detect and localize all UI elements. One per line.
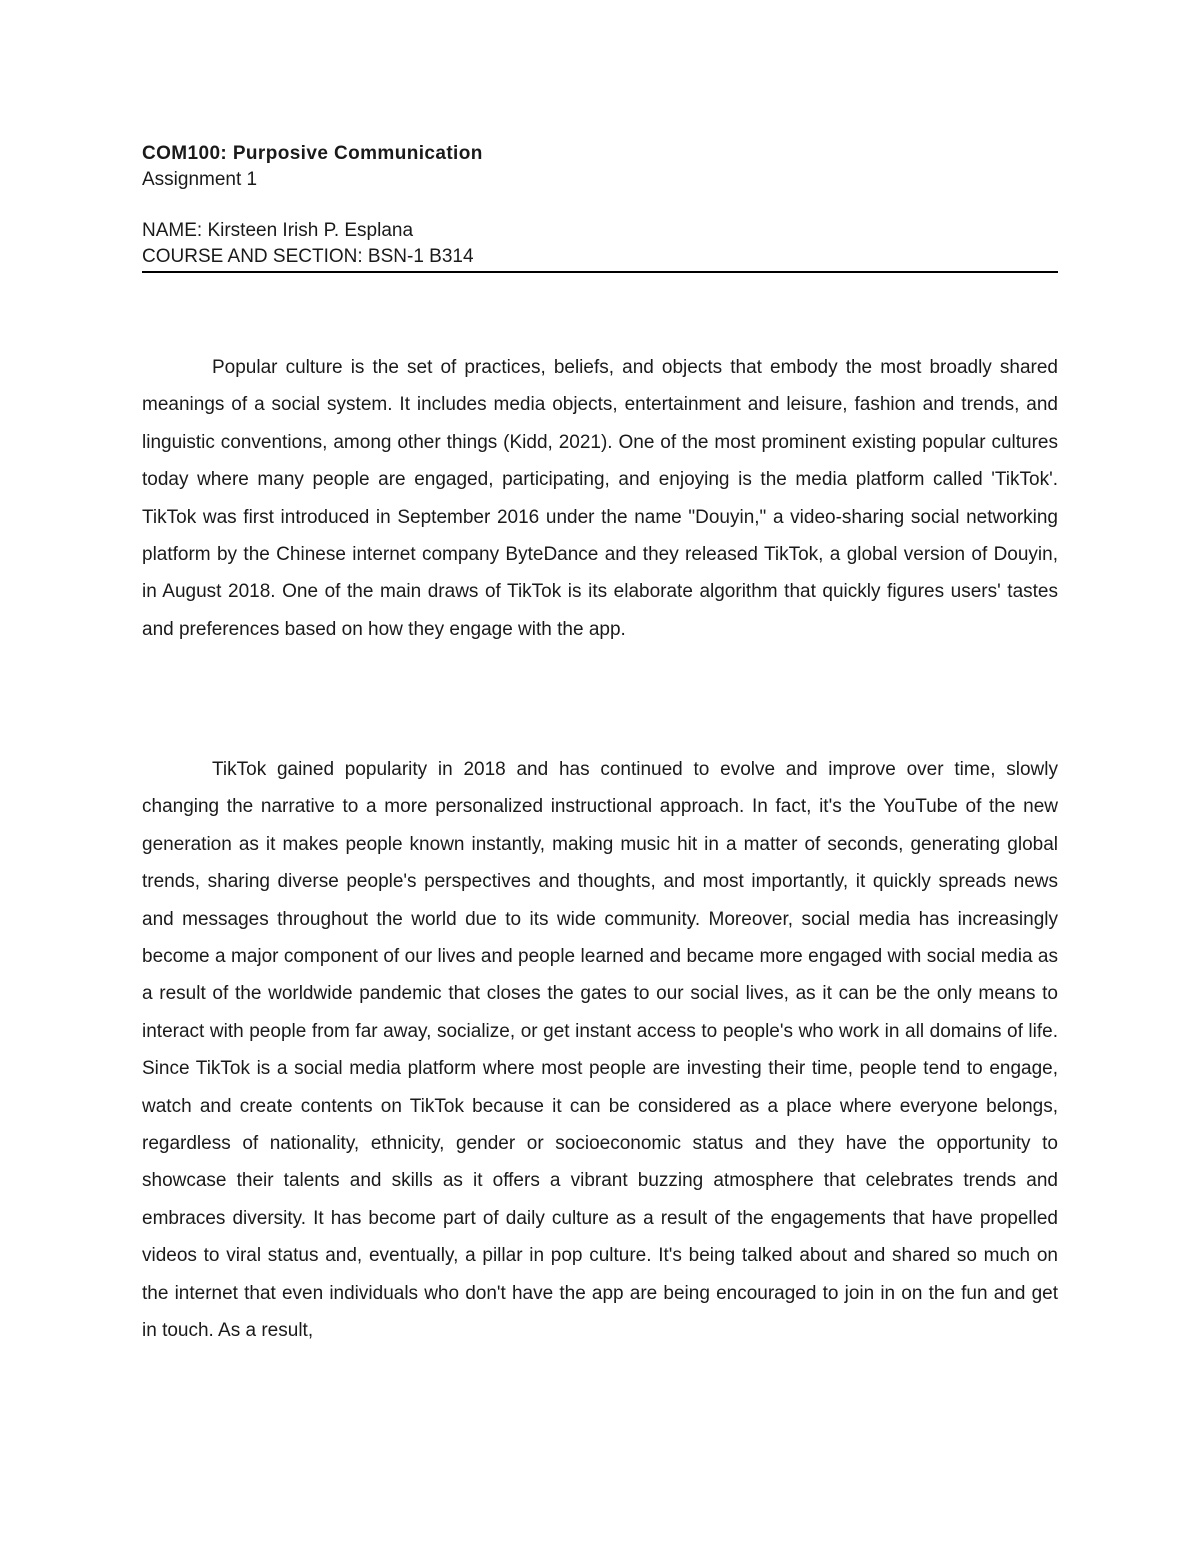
- course-section: COURSE AND SECTION: BSN-1 B314: [142, 244, 1058, 273]
- assignment-label: Assignment 1: [142, 169, 258, 190]
- body-paragraph-2: TikTok gained popularity in 2018 and has continued to evolve and improve over time, slowly changing the narrative to a more personalized instructional approach. In fact, it's the YouTube of the new generation as it makes people known instantly, making music hit in a matter of seconds, generating global trends, sharing diverse people's perspectives and thoughts, and most importantly, it quickly spreads news and messages throughout the world due to its wide community. Moreover, social media has increasingly become a major component of our lives and people learned and became more engaged with social media as a result of the worldwide pandemic that closes the gates to our social lives, as it can be the only means to interact with people from far away, socialize, or get instant access to people's who work in all domains of life. Since TikTok is a social media platform where most people are investing their time, people tend to engage, watch and create contents on TikTok because it can be considered as a place where everyone belongs, regardless of nationality, ethnicity, gender or socioeconomic status and they have the opportunity to showcase their talents and skills as it offers a vibrant buzzing atmosphere that celebrates trends and embraces diversity. It has become part of daily culture as a result of the engagements that have propelled videos to viral status and, eventually, a pillar in pop culture. It's being talked about and shared so much on the internet that even individuals who don't have the app are being encouraged to join in on the fun and get in touch. As a result,: [142, 759, 1058, 1342]
- document-header: [142, 141, 1058, 273]
- student-name: NAME: Kirsteen Irish P. Esplana: [142, 220, 414, 241]
- body-paragraph-1: Popular culture is the set of practices, beliefs, and objects that embody the most broadly shared meanings of a social system. It includes media objects, entertainment and leisure, fashion and trends, and linguistic conventions, among other things (Kidd, 2021). One of the most prominent existing popular cultures today where many people are engaged, participating, and enjoying is the media platform called 'TikTok'. TikTok was first introduced in September 2016 under the name "Douyin," a video-sharing social networking platform by the Chinese internet company ByteDance and they released TikTok, a global version of Douyin, in August 2018. One of the main draws of TikTok is its elaborate algorithm that quickly figures users' tastes and preferences based on how they engage with the app.: [142, 357, 1058, 640]
- course-title: COM100: Purposive Communication: [142, 143, 483, 164]
